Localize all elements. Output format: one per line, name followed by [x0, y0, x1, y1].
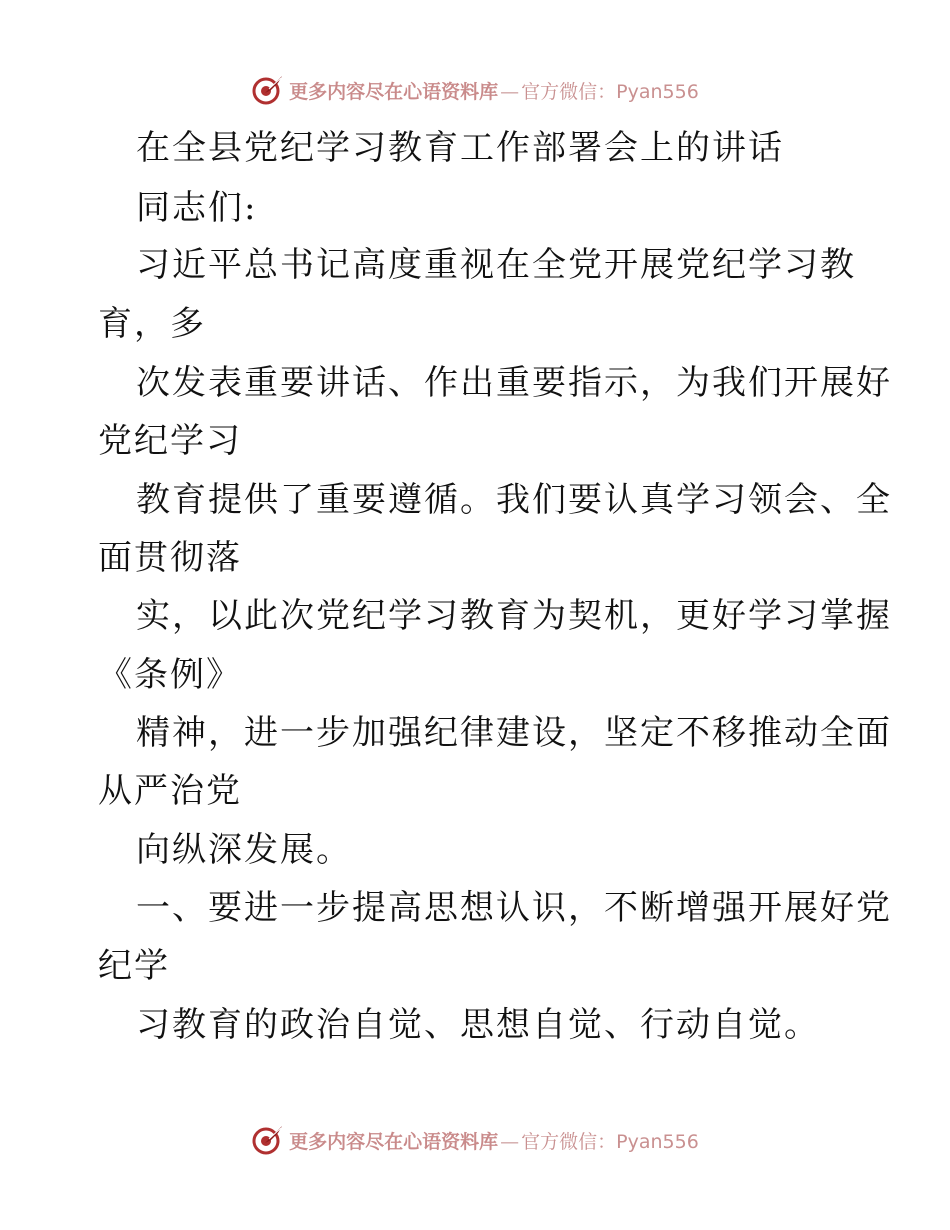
- paragraph-line: 实，以此次党纪学习教育为契机，更好学习掌握: [136, 596, 892, 636]
- section-heading-line: 习教育的政治自觉、思想自觉、行动自觉。: [136, 1005, 820, 1045]
- watermark-wechat: 官方微信：Pyan556: [521, 80, 699, 103]
- watermark-wechat: 官方微信：Pyan556: [521, 1130, 699, 1153]
- paragraph-line: 教育提供了重要遵循。我们要认真学习领会、全: [136, 480, 892, 520]
- salutation: 同志们:: [136, 188, 258, 228]
- paragraph-line: 次发表重要讲话、作出重要指示，为我们开展好: [136, 363, 892, 403]
- document-title: 在全县党纪学习教育工作部署会上的讲话: [136, 128, 784, 168]
- watermark-dash: —: [500, 1130, 520, 1153]
- paragraph-line: 从严治党: [98, 771, 242, 811]
- paragraph-line: 向纵深发展。: [136, 830, 352, 870]
- footer-watermark: [0, 1120, 950, 1160]
- quill-logo-icon: [251, 1123, 285, 1157]
- watermark-dash: —: [500, 80, 520, 103]
- paragraph-line: 精神，进一步加强纪律建设，坚定不移推动全面: [136, 713, 892, 753]
- section-heading-line: 一、要进一步提高思想认识，不断增强开展好党: [136, 888, 892, 928]
- watermark-name: 更多内容尽在心语资料库: [289, 1130, 499, 1153]
- paragraph-line: 面贯彻落: [98, 538, 242, 578]
- header-watermark: [0, 70, 950, 110]
- paragraph-line: 习近平总书记高度重视在全党开展党纪学习教: [136, 245, 856, 285]
- watermark-name: 更多内容尽在心语资料库: [289, 80, 499, 103]
- paragraph-line: 《条例》: [98, 655, 242, 695]
- paragraph-line: 党纪学习: [98, 421, 242, 461]
- paragraph-line: 育，多: [98, 304, 206, 344]
- section-heading-line: 纪学: [98, 946, 170, 986]
- quill-logo-icon: [251, 73, 285, 107]
